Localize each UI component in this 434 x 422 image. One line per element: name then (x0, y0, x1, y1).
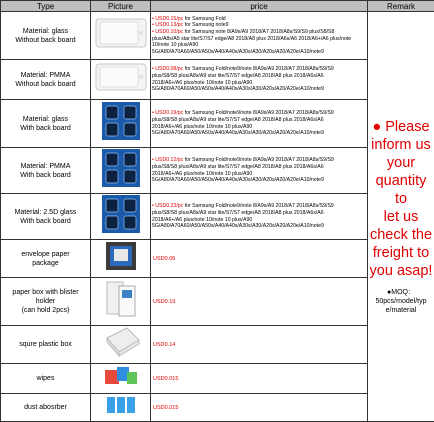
type-cell: squre plastic box (1, 326, 91, 364)
type-cell: Material: 2.5D glass With back board (1, 194, 91, 240)
price-cell: USD0.14 (151, 326, 368, 364)
price-cell: • USD0.08/pc for Samsung Fold/note9/note 8/A9s/A9 2018/A7 2018/A8s/S9/S9 plus/S8/S8 plus/A8s/A9 star lite/S7/S7 edge/A8 2018/A8 plus 2018/A6s/A6 2018/A6+/A6 plus/note 10/note 10 plus/A90 5G/A80/A70A60/A50/A50s/A40/A40s/A30s/A30/A20s/A20/A20e/A10/note9 (151, 60, 368, 100)
picture-cell (91, 60, 151, 100)
picture-cell (91, 194, 151, 240)
price-cell: USD0.015 (151, 394, 368, 422)
wipes-image (101, 364, 141, 388)
price-cell: • USD0.19/pc for Samsung Fold/note9/note 8/A9s/A9 2018/A7 2018/A8s/S9/S9 plus/S8/S8 plus/A8s/A9 star lite/S7/S7 edge/A8 2018/A8 plus 2018/A6s/A6 2018/A6+/A6 plus/note 10/note 10 plus/A90 5G/A80/A70A60/A50/A50s/A40/A40s/A30s/A30/A20s/A20/A20e/A10/note9 (151, 100, 368, 148)
picture-cell (91, 394, 151, 422)
type-cell: wipes (1, 364, 91, 394)
price-cell: USD0.19 (151, 278, 368, 326)
type-cell: Material: glass With back board (1, 100, 91, 148)
picture-cell (91, 364, 151, 394)
price-cell: USD0.06 (151, 240, 368, 278)
paper-box-image (104, 280, 138, 318)
type-cell: paper box with blister holder (can hold 2pcs) (1, 278, 91, 326)
type-cell: Material: PMMA Without back board (1, 60, 91, 100)
phone-film-pack-image (101, 101, 141, 141)
type-cell: dust abosrber (1, 394, 91, 422)
header-type: Type (1, 1, 91, 12)
header-row (1, 1, 434, 12)
clear-film-image (95, 62, 147, 92)
type-cell: Material: PMMA With back board (1, 148, 91, 194)
price-cell: • USD0.12/pc for Samsung Fold/note9/note 8/A9s/A9 2018/A7 2018/A8s/S9/S9 plus/S8/S8 plus/A8s/A9 star lite/S7/S7 edge/A8 2018/A8 plus 2018/A6s/A6 2018/A6+/A6 plus/note 10/note 10 plus/A90 5G/A80/A70A60/A50/A50s/A40/A40s/A30s/A30/A20s/A20/A20e/A10/note9 (151, 148, 368, 194)
clear-film-image (95, 16, 147, 50)
picture-cell (91, 148, 151, 194)
phone-film-pack-image (101, 148, 141, 188)
picture-cell (91, 278, 151, 326)
header-price: price (151, 1, 368, 12)
dust-absorber-image (101, 394, 141, 416)
envelope-package-image (104, 240, 138, 272)
picture-cell (91, 100, 151, 148)
remark-cell: ● Please inform us your quantity to let us check the freight to you asap! ●MOQ： 50pcs/model/typ e/material (368, 12, 434, 422)
phone-film-pack-image (101, 194, 141, 234)
type-cell: Material: glass Without back board (1, 12, 91, 60)
picture-cell (91, 240, 151, 278)
table-row (1, 12, 434, 60)
price-cell: • USD0.15/pc for Samsung Fold • USD0.13/pc for Samsung note9 • USD0.10/pc for Samsung note 8/A9s/A9 2018/A7 2018/A8s/S9/S9 plus/S8/S8 plus/A8s/A9 star lite/S7/S7 edge/A8 2018/A8 plus 2018/A6s/A6 2018/A6+/A6 plus/note 10/note 10 plus/A90 5G/A80/A70A60/A50/A50s/A40/A40s/A30s/A30/A20s/A20/A20e/A10/note9 (151, 12, 368, 60)
price-cell: USD0.015 (151, 364, 368, 394)
price-cell: • USD0.23/pc for Samsung Fold/note9/note 8/A9s/A9 2018/A7 2018/A8s/S9/S9 plus/S8/S8 plus/A8s/A9 star lite/S7/S7 edge/A8 2018/A8 plus 2018/A6s/A6 2018/A6+/A6 plus/note 10/note 10 plus/A90 5G/A80/A70A60/A50/A50s/A40/A40s/A30s/A30/A20s/A20/A20e/A10/note9 (151, 194, 368, 240)
picture-cell (91, 12, 151, 60)
picture-cell (91, 326, 151, 364)
type-cell: envelope paper package (1, 240, 91, 278)
header-remark: Remark (368, 1, 434, 12)
header-picture: Picture (91, 1, 151, 12)
plastic-box-image (101, 326, 141, 358)
